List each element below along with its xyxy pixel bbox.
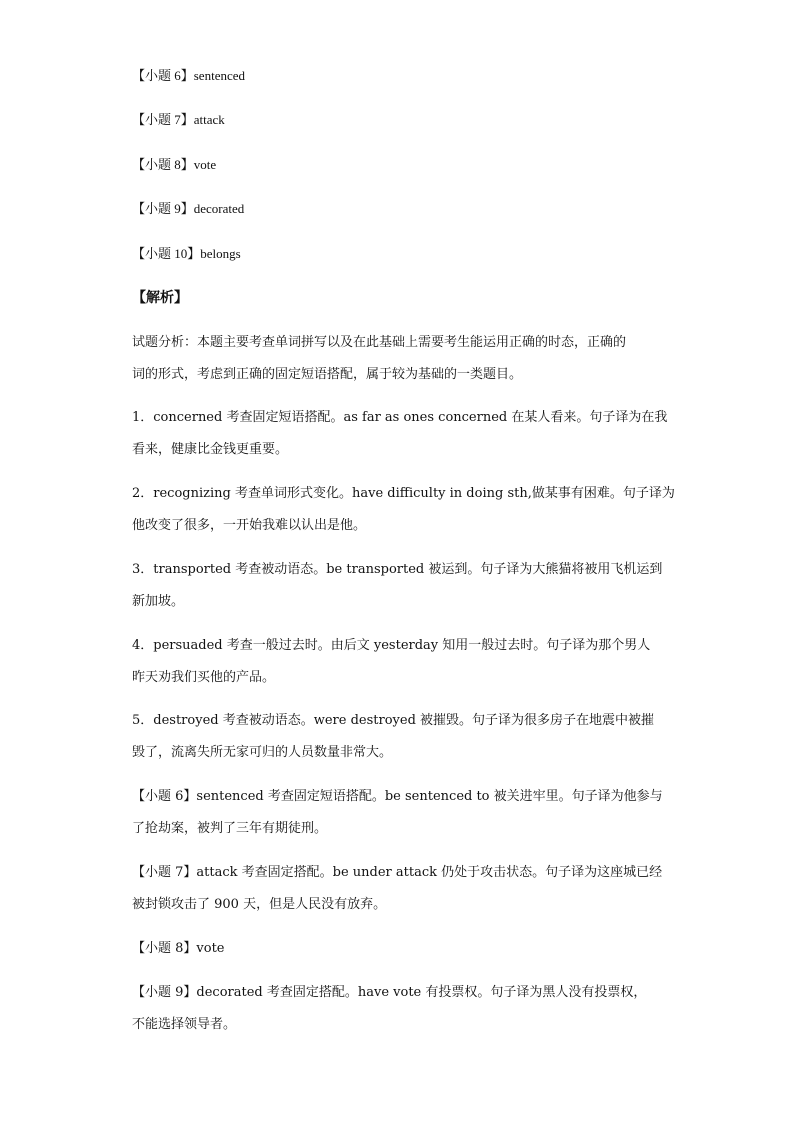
explanation-8-line1: 【小题 8】vote [132, 941, 225, 956]
explanation-5-line2: 毁了，流离失所无家可归的人员数量非常大。 [132, 745, 393, 760]
explanation-6-line1: 【小题 6】sentenced 考查固定短语搭配。be sentenced to 被关进牢里。句子译为他参与 [132, 789, 663, 804]
analysis-intro-line2: 词的形式，考虑到正确的固定短语搭配，属于较为基础的一类题目。 [132, 367, 523, 382]
answer-6: 【小题 6】sentenced [132, 68, 246, 83]
explanation-9-line2: 不能选择领导者。 [132, 1017, 237, 1032]
explanation-1-line1: 1．concerned 考查固定短语搭配。as far as ones concerned 在某人看来。句子译为在我 [132, 410, 668, 425]
explanation-2-line1: 2．recognizing 考查单词形式变化。have difficulty in doing sth,做某事有困难。句子译为 [132, 486, 675, 501]
explanation-7-line1: 【小题 7】attack 考查固定搭配。be under attack 仍处于攻击状态。句子译为这座城已经 [132, 865, 663, 880]
explanation-3-line1: 3．transported 考查被动语态。be transported 被运到。句子译为大熊猫将被用飞机运到 [132, 562, 663, 577]
answer-8: 【小题 8】vote [132, 157, 217, 172]
explanation-4-line1: 4．persuaded 考查一般过去时。由后文 yesterday 知用一般过去时。句子译为那个男人 [132, 638, 651, 653]
explanation-1-line2: 看来，健康比金钱更重要。 [132, 442, 289, 457]
answer-7: 【小题 7】attack [132, 112, 225, 127]
analysis-intro-line1: 试题分析：本题主要考查单词拼写以及在此基础上需要考生能运用正确的时态，正确的 [132, 335, 627, 350]
explanation-5-line1: 5．destroyed 考查被动语态。were destroyed 被摧毁。句子译为很多房子在地震中被摧 [132, 713, 655, 728]
analysis-heading: 【解析】 [132, 290, 188, 306]
answer-10: 【小题 10】belongs [132, 246, 241, 261]
explanation-7-line2: 被封锁攻击了 900 天，但是人民没有放弃。 [132, 897, 387, 912]
explanation-6-line2: 了抢劫案，被判了三年有期徒刑。 [132, 821, 328, 836]
explanation-9-line1: 【小题 9】decorated 考查固定搭配。have vote 有投票权。句子译为黑人没有投票权， [132, 985, 647, 1000]
explanation-3-line2: 新加坡。 [132, 594, 185, 609]
answer-9: 【小题 9】decorated [132, 201, 245, 216]
explanation-2-line2: 他改变了很多，一开始我难以认出是他。 [132, 518, 367, 533]
explanation-4-line2: 昨天劝我们买他的产品。 [132, 670, 276, 685]
